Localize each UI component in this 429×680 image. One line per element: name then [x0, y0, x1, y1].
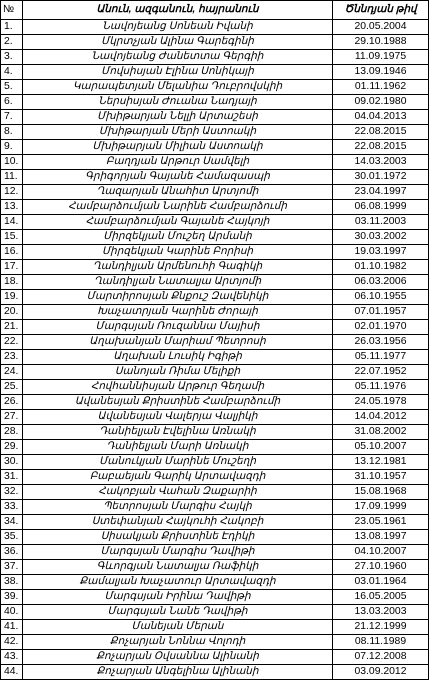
row-full-name: Սանոյան Ռիմա Մելիքի — [23, 365, 333, 380]
row-birth-date: 03.09.2012 — [333, 665, 429, 680]
table-row — [1, 335, 429, 350]
row-full-name: Մարտիրոսյան Քնքուշ Զավենիկի — [23, 290, 333, 305]
table-row — [1, 620, 429, 635]
table-row — [1, 455, 429, 470]
row-number: 9. — [1, 140, 23, 155]
row-number: 34. — [1, 515, 23, 530]
row-number: 5. — [1, 80, 23, 95]
row-full-name: Մարգսյան Ռուզաննա Մայիսի — [23, 320, 333, 335]
row-full-name: Բաղդյան Արթուր Սամվելի — [23, 155, 333, 170]
table-row — [1, 95, 429, 110]
table-row — [1, 425, 429, 440]
table-row — [1, 590, 429, 605]
row-full-name: Համբարձումյան Նարինե Համբարձումի — [23, 200, 333, 215]
row-number: 21. — [1, 320, 23, 335]
row-number: 20. — [1, 305, 23, 320]
row-full-name: Աղախանյան Մարիամ Պետրոսի — [23, 335, 333, 350]
row-full-name: Մխիթարյան Միլիան Աստոակի — [23, 140, 333, 155]
row-number: 6. — [1, 95, 23, 110]
row-number: 23. — [1, 350, 23, 365]
table-row — [1, 515, 429, 530]
row-birth-date: 03.01.1964 — [333, 575, 429, 590]
table-row — [1, 50, 429, 65]
row-number: 15. — [1, 230, 23, 245]
table-row — [1, 20, 429, 35]
table-row — [1, 80, 429, 95]
row-number: 38. — [1, 575, 23, 590]
row-full-name: Ներսիսյան Ժուանա Նադյայի — [23, 95, 333, 110]
row-full-name: Նավոյեանց Ժանետտա Գերգիի — [23, 50, 333, 65]
table-row — [1, 500, 429, 515]
row-birth-date: 31.08.2002 — [333, 425, 429, 440]
row-full-name: Քոչարյան Անգելինա Ալինանի — [23, 665, 333, 680]
row-full-name: Ստեփանյան Հայկուհի Հակոբի — [23, 515, 333, 530]
header-number: № — [1, 1, 23, 20]
table-row — [1, 200, 429, 215]
row-full-name: Ղանդիլյան Նատալյա Արտյոմի — [23, 275, 333, 290]
table-row — [1, 530, 429, 545]
row-birth-date: 21.12.1999 — [333, 620, 429, 635]
row-number: 18. — [1, 275, 23, 290]
row-full-name: Քոչարյան Նոննա Վոլոդի — [23, 635, 333, 650]
table-header — [1, 1, 429, 20]
table-row — [1, 440, 429, 455]
row-birth-date: 30.03.2002 — [333, 230, 429, 245]
table-body — [1, 20, 429, 680]
row-number: 1. — [1, 20, 23, 35]
row-number: 39. — [1, 590, 23, 605]
row-number: 2. — [1, 35, 23, 50]
table-row — [1, 290, 429, 305]
row-full-name: Մարգսյան Նանե Դավիթի — [23, 605, 333, 620]
row-full-name: Մանուկյան Մարինե Մուշեղի — [23, 455, 333, 470]
table-row — [1, 320, 429, 335]
row-birth-date: 13.12.1981 — [333, 455, 429, 470]
row-full-name: Մովսիսյան Էլինա Սոնիկայի — [23, 65, 333, 80]
table-row — [1, 365, 429, 380]
row-birth-date: 14.04.2012 — [333, 410, 429, 425]
row-number: 33. — [1, 500, 23, 515]
row-number: 26. — [1, 395, 23, 410]
row-birth-date: 03.11.2003 — [333, 215, 429, 230]
table-row — [1, 260, 429, 275]
row-number: 12. — [1, 185, 23, 200]
row-birth-date: 07.01.1957 — [333, 305, 429, 320]
row-number: 19. — [1, 290, 23, 305]
row-full-name: Միրզեկյան Մուշեղ Արմանի — [23, 230, 333, 245]
row-birth-date: 16.05.2005 — [333, 590, 429, 605]
row-birth-date: 06.08.1999 — [333, 200, 429, 215]
row-number: 29. — [1, 440, 23, 455]
row-number: 32. — [1, 485, 23, 500]
row-number: 16. — [1, 245, 23, 260]
row-full-name: Միրզեկյան Կարինե Բորիսի — [23, 245, 333, 260]
row-birth-date: 13.09.1946 — [333, 65, 429, 80]
row-birth-date: 08.11.1989 — [333, 635, 429, 650]
table-row — [1, 650, 429, 665]
row-full-name: Նավոյեանց Սոնեան Իվանի — [23, 20, 333, 35]
row-birth-date: 09.02.1980 — [333, 95, 429, 110]
row-full-name: Դանիելյան Մարի Առնակի — [23, 440, 333, 455]
row-number: 37. — [1, 560, 23, 575]
row-number: 14. — [1, 215, 23, 230]
table-row — [1, 575, 429, 590]
row-birth-date: 05.10.2007 — [333, 440, 429, 455]
table-row — [1, 140, 429, 155]
row-birth-date: 04.10.2007 — [333, 545, 429, 560]
row-full-name: Մխիթարյան Նելլի Արտաշեսի — [23, 110, 333, 125]
row-number: 41. — [1, 620, 23, 635]
row-birth-date: 17.09.1999 — [333, 500, 429, 515]
row-full-name: Աղախան Լուսիկ Իգիթի — [23, 350, 333, 365]
row-number: 27. — [1, 410, 23, 425]
row-birth-date: 13.08.1997 — [333, 530, 429, 545]
row-birth-date: 26.03.1956 — [333, 335, 429, 350]
row-number: 11. — [1, 170, 23, 185]
row-birth-date: 27.10.1960 — [333, 560, 429, 575]
table-row — [1, 350, 429, 365]
table-row — [1, 395, 429, 410]
row-birth-date: 29.10.1988 — [333, 35, 429, 50]
row-birth-date: 06.03.2006 — [333, 275, 429, 290]
row-birth-date: 22.07.1952 — [333, 365, 429, 380]
row-birth-date: 02.01.1970 — [333, 320, 429, 335]
row-full-name: Մխիթարյան Մերի Աստոակի — [23, 125, 333, 140]
row-number: 8. — [1, 125, 23, 140]
row-birth-date: 01.11.1962 — [333, 80, 429, 95]
row-full-name: Մկրտչյան Ալինա Գարեգինի — [23, 35, 333, 50]
row-full-name: Մանեյան Մերան — [23, 620, 333, 635]
table-row — [1, 410, 429, 425]
row-full-name: Բաբաեյան Գարիկ Արտավազդի — [23, 470, 333, 485]
row-birth-date: 20.05.2004 — [333, 20, 429, 35]
row-number: 7. — [1, 110, 23, 125]
row-full-name: Պետրոսյան Մարգիս Հայկի — [23, 500, 333, 515]
row-birth-date: 23.04.1997 — [333, 185, 429, 200]
row-number: 25. — [1, 380, 23, 395]
row-birth-date: 19.03.1997 — [333, 245, 429, 260]
row-full-name: Մարգսյան Մարգիս Դավիթի — [23, 545, 333, 560]
row-full-name: Քոչարյան Օվսաննա Ալինանի — [23, 650, 333, 665]
row-full-name: Սիսակյան Քրիստինե Էդիկի — [23, 530, 333, 545]
row-number: 28. — [1, 425, 23, 440]
row-full-name: Ավանեսյան Քրիստինե Համբարձումի — [23, 395, 333, 410]
row-number: 42. — [1, 635, 23, 650]
row-birth-date: 30.01.1972 — [333, 170, 429, 185]
table-row — [1, 470, 429, 485]
header-full-name: Անուն, ազգանուն, հայրանուն — [23, 1, 333, 20]
row-birth-date: 06.10.1955 — [333, 290, 429, 305]
table-row — [1, 110, 429, 125]
table-row — [1, 170, 429, 185]
row-number: 10. — [1, 155, 23, 170]
row-birth-date: 24.05.1978 — [333, 395, 429, 410]
row-birth-date: 22.08.2015 — [333, 140, 429, 155]
row-number: 35. — [1, 530, 23, 545]
table-row — [1, 65, 429, 80]
row-birth-date: 05.11.1976 — [333, 380, 429, 395]
table-row — [1, 665, 429, 680]
row-full-name: Հակոբյան Վահան Զաքարիի — [23, 485, 333, 500]
row-number: 31. — [1, 470, 23, 485]
row-number: 43. — [1, 650, 23, 665]
table-row — [1, 245, 429, 260]
row-birth-date: 13.03.2003 — [333, 605, 429, 620]
table-row — [1, 275, 429, 290]
row-birth-date: 14.03.2003 — [333, 155, 429, 170]
table-row — [1, 215, 429, 230]
row-birth-date: 05.11.1977 — [333, 350, 429, 365]
row-number: 4. — [1, 65, 23, 80]
row-number: 40. — [1, 605, 23, 620]
row-birth-date: 01.10.1982 — [333, 260, 429, 275]
row-number: 17. — [1, 260, 23, 275]
row-full-name: Ղազարյան Անահիտ Արտյոմի — [23, 185, 333, 200]
row-full-name: Մարգսյան Իրինա Դավիթի — [23, 590, 333, 605]
row-full-name: Խաչատրյան Կարինե Ժորայի — [23, 305, 333, 320]
row-birth-date: 31.10.1957 — [333, 470, 429, 485]
table-row — [1, 605, 429, 620]
row-number: 24. — [1, 365, 23, 380]
row-full-name: Գրիգորյան Գայանե Համազասպի — [23, 170, 333, 185]
row-full-name: Դանիելյան Էվելինա Առնակի — [23, 425, 333, 440]
table-row — [1, 305, 429, 320]
row-full-name: Ավանեսյան Վալերյա Վալյիկի — [23, 410, 333, 425]
row-number: 3. — [1, 50, 23, 65]
row-full-name: Հովհաննիսյան Արթուր Գեղամի — [23, 380, 333, 395]
table-row — [1, 35, 429, 50]
row-number: 22. — [1, 335, 23, 350]
row-full-name: Կարապետյան Մելանիա Դուբրովսկիի — [23, 80, 333, 95]
row-birth-date: 07.12.2008 — [333, 650, 429, 665]
table-row — [1, 230, 429, 245]
row-birth-date: 15.08.1968 — [333, 485, 429, 500]
row-birth-date: 11.09.1975 — [333, 50, 429, 65]
row-birth-date: 04.04.2013 — [333, 110, 429, 125]
row-number: 13. — [1, 200, 23, 215]
table-row — [1, 185, 429, 200]
row-number: 36. — [1, 545, 23, 560]
table-row — [1, 560, 429, 575]
row-number: 44. — [1, 665, 23, 680]
header-row — [1, 1, 429, 20]
row-birth-date: 23.05.1961 — [333, 515, 429, 530]
row-full-name: Գևորգյան Նատալյա Ռաֆիկի — [23, 560, 333, 575]
row-full-name: Համբարձումյան Գայանե Հայկոյի — [23, 215, 333, 230]
table-row — [1, 485, 429, 500]
header-birth-date: Ծննդյան թիվ — [333, 1, 429, 20]
table-row — [1, 380, 429, 395]
row-full-name: Ղանդիլյան Արմենուհի Գագիկի — [23, 260, 333, 275]
row-birth-date: 22.08.2015 — [333, 125, 429, 140]
row-full-name: Քամալյան Խաչատուր Արտավազդի — [23, 575, 333, 590]
table-row — [1, 125, 429, 140]
table-row — [1, 635, 429, 650]
table-row — [1, 155, 429, 170]
row-number: 30. — [1, 455, 23, 470]
table-row — [1, 545, 429, 560]
